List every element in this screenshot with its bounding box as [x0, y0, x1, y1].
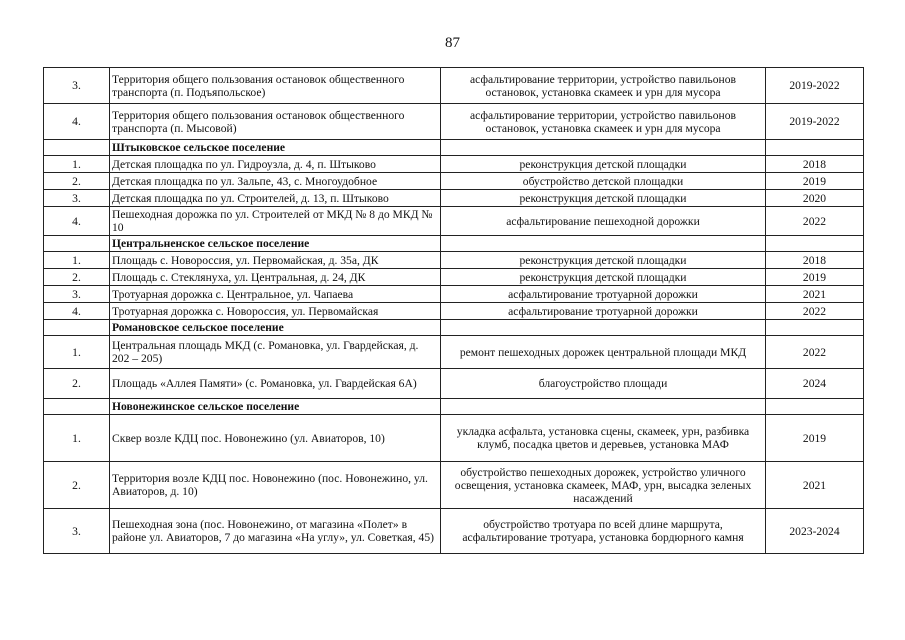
object-name: Детская площадка по ул. Строителей, д. 13, п. Штыково: [110, 190, 441, 207]
section-work-cell: [441, 320, 766, 336]
object-name: Сквер возле КДЦ пос. Новонежино (ул. Авиаторов, 10): [110, 415, 441, 462]
object-name: Пешеходная дорожка по ул. Строителей от МКД № 8 до МКД № 10: [110, 207, 441, 236]
table-row: [44, 104, 864, 140]
row-number: 4.: [44, 303, 110, 320]
object-name: Тротуарная дорожка с. Центральное, ул. Чапаева: [110, 286, 441, 303]
section-year-cell: [766, 399, 864, 415]
table-row: [44, 173, 864, 190]
section-title: Новонежинское сельское поселение: [110, 399, 441, 415]
object-name: Центральная площадь МКД (с. Романовка, ул. Гвардейская, д. 202 – 205): [110, 336, 441, 369]
work-description: реконструкция детской площадки: [441, 156, 766, 173]
period-years: 2023-2024: [766, 509, 864, 554]
object-name: Пешеходная зона (пос. Новонежино, от магазина «Полет» в районе ул. Авиаторов, 7 до магазина «На углу», ул. Советкая, 45): [110, 509, 441, 554]
table-row: [44, 68, 864, 104]
period-years: 2022: [766, 207, 864, 236]
work-description: обустройство пешеходных дорожек, устройство уличного освещения, установка скамеек, МАФ, урн, высадка зеленых насаждений: [441, 462, 766, 509]
row-number: 2.: [44, 462, 110, 509]
work-description: асфальтирование тротуарной дорожки: [441, 303, 766, 320]
row-number: 1.: [44, 252, 110, 269]
period-years: 2021: [766, 462, 864, 509]
row-number: 1.: [44, 156, 110, 173]
section-row: [44, 399, 864, 415]
period-years: 2019: [766, 173, 864, 190]
work-description: реконструкция детской площадки: [441, 252, 766, 269]
object-name: Площадь с. Новороссия, ул. Первомайская, д. 35а, ДК: [110, 252, 441, 269]
table-row: [44, 462, 864, 509]
table-row: [44, 369, 864, 399]
period-years: 2019-2022: [766, 104, 864, 140]
table-row: [44, 252, 864, 269]
section-work-cell: [441, 236, 766, 252]
row-number: 3.: [44, 286, 110, 303]
work-description: асфальтирование территории, устройство павильонов остановок, установка скамеек и урн для мусора: [441, 68, 766, 104]
period-years: 2019-2022: [766, 68, 864, 104]
object-name: Детская площадка по ул. Гидроузла, д. 4, п. Штыково: [110, 156, 441, 173]
work-description: благоустройство площади: [441, 369, 766, 399]
table-row: [44, 336, 864, 369]
row-number: 1.: [44, 336, 110, 369]
work-description: реконструкция детской площадки: [441, 190, 766, 207]
row-number: 2.: [44, 269, 110, 286]
object-name: Территория общего пользования остановок общественного транспорта (п. Мысовой): [110, 104, 441, 140]
period-years: 2022: [766, 336, 864, 369]
section-year-cell: [766, 140, 864, 156]
period-years: 2019: [766, 415, 864, 462]
page-number: 87: [445, 35, 460, 51]
object-name: Территория возле КДЦ пос. Новонежино (пос. Новонежино, ул. Авиаторов, д. 10): [110, 462, 441, 509]
table-row: [44, 415, 864, 462]
table-row: [44, 207, 864, 236]
period-years: 2020: [766, 190, 864, 207]
period-years: 2018: [766, 252, 864, 269]
section-num-cell: [44, 320, 110, 336]
period-years: 2019: [766, 269, 864, 286]
row-number: 2.: [44, 369, 110, 399]
section-num-cell: [44, 140, 110, 156]
object-name: Площадь «Аллея Памяти» (с. Романовка, ул. Гвардейская 6А): [110, 369, 441, 399]
section-title: Штыковское сельское поселение: [110, 140, 441, 156]
section-num-cell: [44, 399, 110, 415]
work-description: асфальтирование тротуарной дорожки: [441, 286, 766, 303]
row-number: 1.: [44, 415, 110, 462]
object-name: Детская площадка по ул. Зальпе, 43, с. Многоудобное: [110, 173, 441, 190]
section-year-cell: [766, 236, 864, 252]
improvement-objects-table: [43, 67, 864, 554]
section-row: [44, 236, 864, 252]
period-years: 2018: [766, 156, 864, 173]
table-row: [44, 156, 864, 173]
work-description: обустройство детской площадки: [441, 173, 766, 190]
section-num-cell: [44, 236, 110, 252]
row-number: 3.: [44, 68, 110, 104]
object-name: Тротуарная дорожка с. Новороссия, ул. Первомайская: [110, 303, 441, 320]
row-number: 4.: [44, 207, 110, 236]
section-work-cell: [441, 399, 766, 415]
section-title: Центральненское сельское поселение: [110, 236, 441, 252]
section-row: [44, 140, 864, 156]
period-years: 2021: [766, 286, 864, 303]
table-row: [44, 303, 864, 320]
section-work-cell: [441, 140, 766, 156]
section-year-cell: [766, 320, 864, 336]
row-number: 2.: [44, 173, 110, 190]
object-name: Площадь с. Стеклянуха, ул. Центральная, д. 24, ДК: [110, 269, 441, 286]
work-description: ремонт пешеходных дорожек центральной площади МКД: [441, 336, 766, 369]
row-number: 3.: [44, 509, 110, 554]
table-row: [44, 190, 864, 207]
table-row: [44, 269, 864, 286]
work-description: укладка асфальта, установка сцены, скамеек, урн, разбивка клумб, посадка цветов и деревьев, установка МАФ: [441, 415, 766, 462]
row-number: 3.: [44, 190, 110, 207]
work-description: асфальтирование территории, устройство павильонов остановок, установка скамеек и урн для мусора: [441, 104, 766, 140]
section-row: [44, 320, 864, 336]
section-title: Романовское сельское поселение: [110, 320, 441, 336]
period-years: 2024: [766, 369, 864, 399]
table-row: [44, 509, 864, 554]
object-name: Территория общего пользования остановок общественного транспорта (п. Подъяпольское): [110, 68, 441, 104]
table-row: [44, 286, 864, 303]
work-description: обустройство тротуара по всей длине маршрута, асфальтирование тротуара, установка бордюрного камня: [441, 509, 766, 554]
work-description: асфальтирование пешеходной дорожки: [441, 207, 766, 236]
row-number: 4.: [44, 104, 110, 140]
work-description: реконструкция детской площадки: [441, 269, 766, 286]
period-years: 2022: [766, 303, 864, 320]
